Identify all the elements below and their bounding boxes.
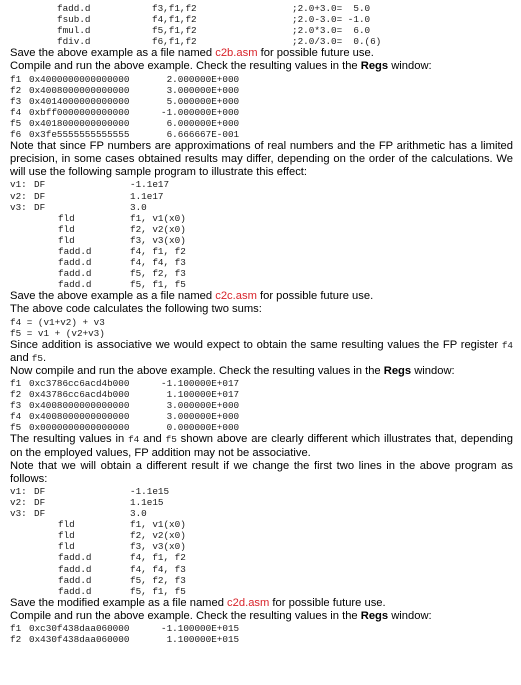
code-args: f4, f4, f3 [130, 257, 186, 269]
paragraph-fp-approximation: Note that since FP numbers are approximations of real numbers and the FP arithmetic has a limited precision, in some cases obtained results may differ, depending on the order of the calculations. We will use the following sample program to illustrate this effect: [10, 140, 513, 179]
code-comment: ;2.0+3.0= 5.0 [292, 3, 371, 14]
data-line [10, 497, 513, 508]
reg-row [10, 389, 513, 400]
code-op: fadd.d [58, 552, 92, 564]
paragraph-two-sums: The above code calculates the following two sums: [10, 303, 262, 316]
reg-name: f4 [10, 106, 22, 118]
code-line [10, 224, 513, 235]
paragraph-save-c2d [10, 597, 513, 610]
code-comment: ;2.0-3.0= -1.0 [292, 14, 371, 26]
sum-line: f4 = (v1+v2) + v3 [10, 316, 105, 328]
code-block-c2c [10, 179, 513, 290]
code-op: fadd.d [58, 563, 92, 575]
paragraph-compile-run-d [10, 610, 513, 623]
filename-c2d: c2d.asm [227, 596, 270, 609]
reg-name: f6 [10, 129, 22, 141]
reg-name: f4 [10, 411, 22, 423]
data-directive: DF [34, 485, 46, 497]
code-args: f5, f2, f3 [130, 268, 186, 280]
reg-hex: 0x4008000000000000 [29, 411, 130, 423]
reg-hex: 0x430f438daa060000 [29, 634, 130, 646]
code-line [10, 268, 513, 279]
code-op: fadd.d [58, 245, 92, 257]
code-op: fadd.d [57, 3, 91, 14]
text: for possible future use. [257, 47, 374, 60]
code-op: fmul.d [57, 25, 91, 37]
reg-row [10, 422, 513, 433]
sums-block [10, 317, 513, 339]
reg-value: 1.100000E+015 [161, 634, 240, 646]
code-op: fld [58, 212, 75, 224]
paragraph-save-c2c [10, 290, 513, 303]
reg-row [10, 107, 513, 118]
reg-value: -1.100000E+017 [161, 378, 240, 389]
code-op: fadd.d [58, 257, 92, 269]
reg-name: f3 [10, 95, 22, 107]
text: shown above are clearly different which illustrates that, depending on the employed values, FP addition may not be associative. [10, 433, 513, 459]
reg-value: 1.100000E+017 [161, 389, 240, 401]
code-line [10, 519, 513, 530]
reg-hex: 0xbff0000000000000 [29, 106, 130, 118]
code-args: f4, f1, f2 [130, 552, 186, 564]
code-line [10, 541, 513, 552]
reg-name: f1 [10, 622, 22, 634]
code-op: fld [58, 519, 75, 531]
reg-name: f1 [10, 378, 22, 389]
code-args: f1, v1(x0) [130, 212, 186, 224]
code-comment: ;2.0/3.0= 0.(6) [292, 36, 382, 48]
code-op: fld [58, 234, 75, 246]
text: window: [411, 364, 455, 377]
reg-row [10, 378, 513, 389]
reg-row [10, 634, 513, 645]
data-directive: DF [34, 508, 46, 520]
text: window: [388, 60, 432, 73]
filename-c2c: c2c.asm [215, 290, 257, 303]
paragraph-associative [10, 339, 513, 365]
reg-row [10, 85, 513, 96]
code-args: f2, v2(x0) [130, 223, 186, 235]
code-line [10, 575, 513, 586]
regs-label: Regs [360, 60, 389, 73]
code-line [10, 235, 513, 246]
data-line [10, 486, 513, 497]
reg-name: f5 [10, 117, 22, 129]
text: Save the above example as a file named [10, 290, 216, 303]
data-label: v3: [10, 201, 27, 213]
reg-ref: f5 [165, 434, 177, 446]
data-line [10, 202, 513, 213]
reg-value: -1.100000E+015 [161, 622, 240, 634]
paragraph-compile-run-c [10, 365, 513, 378]
data-value: 3.0 [130, 508, 147, 520]
reg-hex: 0x4014000000000000 [29, 95, 130, 107]
reg-name: f5 [10, 422, 22, 434]
data-label: v1: [10, 179, 27, 191]
reg-value: 3.000000E+000 [161, 411, 240, 423]
code-args: f5, f1, f5 [130, 585, 186, 597]
reg-name: f3 [10, 400, 22, 412]
reg-value: 3.000000E+000 [161, 84, 240, 96]
data-value: 3.0 [130, 201, 147, 213]
reg-ref: f5 [31, 352, 43, 364]
paragraph-save-c2b [10, 47, 513, 60]
regs-block-d [10, 623, 513, 645]
reg-name: f1 [10, 73, 22, 85]
code-comment: ;2.0*3.0= 6.0 [292, 25, 371, 37]
data-value: 1.1e17 [130, 190, 164, 202]
data-value: -1.1e17 [130, 179, 170, 191]
reg-hex: 0x4008000000000000 [29, 84, 130, 96]
data-label: v2: [10, 190, 27, 202]
code-line [10, 564, 513, 575]
code-line [10, 257, 513, 268]
code-op: fadd.d [58, 585, 92, 597]
code-args: f1, v1(x0) [130, 519, 186, 531]
regs-block-c [10, 378, 513, 433]
reg-hex: 0xc3786cc6acd4b000 [29, 378, 130, 389]
paragraph-compile-run-b [10, 60, 513, 73]
text: Save the modified example as a file named [10, 596, 228, 609]
document-page [10, 3, 513, 645]
code-args: f5,f1,f2 [152, 25, 197, 37]
data-line [10, 179, 513, 190]
data-value: 1.1e15 [130, 496, 164, 508]
code-args: f2, v2(x0) [130, 530, 186, 542]
text: Save the above example as a file named [10, 47, 216, 60]
data-directive: DF [34, 496, 46, 508]
reg-hex: 0x0000000000000000 [29, 422, 130, 434]
code-line [10, 552, 513, 563]
paragraph-change-lines: Note that we will obtain a different result if we change the first two lines in the above program as follows: [10, 459, 513, 485]
code-args: f6,f1,f2 [152, 36, 197, 48]
reg-value: 6.000000E+000 [161, 117, 240, 129]
reg-value: 2.000000E+000 [161, 73, 240, 85]
code-op: fdiv.d [57, 36, 91, 48]
data-directive: DF [34, 179, 46, 191]
reg-name: f2 [10, 84, 22, 96]
data-value: -1.1e15 [130, 485, 170, 497]
reg-row [10, 118, 513, 129]
text: window: [388, 609, 432, 622]
reg-hex: 0x3fe5555555555555 [29, 129, 130, 141]
reg-row [10, 96, 513, 107]
code-line [10, 3, 513, 14]
code-args: f4,f1,f2 [152, 14, 197, 26]
code-op: fadd.d [58, 574, 92, 586]
code-line [10, 279, 513, 290]
code-op: fld [58, 223, 75, 235]
filename-c2b: c2b.asm [215, 47, 258, 60]
text: . [42, 351, 47, 364]
code-line [10, 36, 513, 47]
reg-value: -1.000000E+000 [161, 106, 240, 118]
reg-row [10, 74, 513, 85]
code-block-c2d [10, 486, 513, 597]
data-directive: DF [34, 201, 46, 213]
code-args: f3,f1,f2 [152, 3, 197, 14]
text: and [10, 351, 32, 364]
code-args: f3, v3(x0) [130, 541, 186, 553]
code-line [10, 530, 513, 541]
regs-label: Regs [360, 609, 389, 622]
reg-row [10, 400, 513, 411]
reg-value: 3.000000E+000 [161, 400, 240, 412]
data-line [10, 508, 513, 519]
code-block-fp-ops [10, 3, 513, 47]
reg-hex: 0x4008000000000000 [29, 400, 130, 412]
reg-row [10, 623, 513, 634]
code-line [10, 586, 513, 597]
code-line [10, 213, 513, 224]
code-op: fld [58, 530, 75, 542]
code-args: f4, f4, f3 [130, 563, 186, 575]
regs-block-b [10, 74, 513, 141]
data-label: v3: [10, 508, 27, 520]
reg-name: f2 [10, 389, 22, 401]
code-args: f3, v3(x0) [130, 234, 186, 246]
regs-label: Regs [383, 364, 412, 377]
reg-hex: 0x4018000000000000 [29, 117, 130, 129]
text: The resulting values in [10, 433, 129, 446]
code-op: fadd.d [58, 268, 92, 280]
code-args: f5, f2, f3 [130, 574, 186, 586]
reg-ref: f4 [128, 434, 140, 446]
reg-value: 6.666667E-001 [161, 129, 240, 141]
data-label: v2: [10, 496, 27, 508]
text: Compile and run the above example. Check the resulting values in the [10, 609, 361, 622]
data-line [10, 191, 513, 202]
reg-value: 0.000000E+000 [161, 422, 240, 434]
data-label: v1: [10, 485, 27, 497]
data-directive: DF [34, 190, 46, 202]
reg-hex: 0x43786cc6acd4b000 [29, 389, 130, 401]
reg-row [10, 129, 513, 140]
code-args: f5, f1, f5 [130, 279, 186, 291]
code-line [10, 14, 513, 25]
code-op: fld [58, 541, 75, 553]
code-op: fsub.d [57, 14, 91, 26]
code-line [10, 246, 513, 257]
reg-row [10, 411, 513, 422]
reg-hex: 0xc30f438daa060000 [29, 622, 130, 634]
text: Compile and run the above example. Check the resulting values in the [10, 60, 361, 73]
text: and [139, 433, 166, 446]
code-op: fadd.d [58, 279, 92, 291]
reg-value: 5.000000E+000 [161, 95, 240, 107]
paragraph-not-associative [10, 433, 513, 459]
text: Now compile and run the above example. Check the resulting values in the [10, 364, 384, 377]
code-args: f4, f1, f2 [130, 245, 186, 257]
reg-hex: 0x4000000000000000 [29, 73, 130, 85]
text: for possible future use. [256, 290, 374, 303]
reg-ref: f4 [501, 339, 513, 351]
sum-line: f5 = v1 + (v2+v3) [10, 327, 105, 339]
reg-name: f2 [10, 634, 22, 646]
text: for possible future use. [269, 596, 386, 609]
text: Since addition is associative we would expect to obtain the same resulting values the FP register [10, 338, 502, 351]
code-line [10, 25, 513, 36]
